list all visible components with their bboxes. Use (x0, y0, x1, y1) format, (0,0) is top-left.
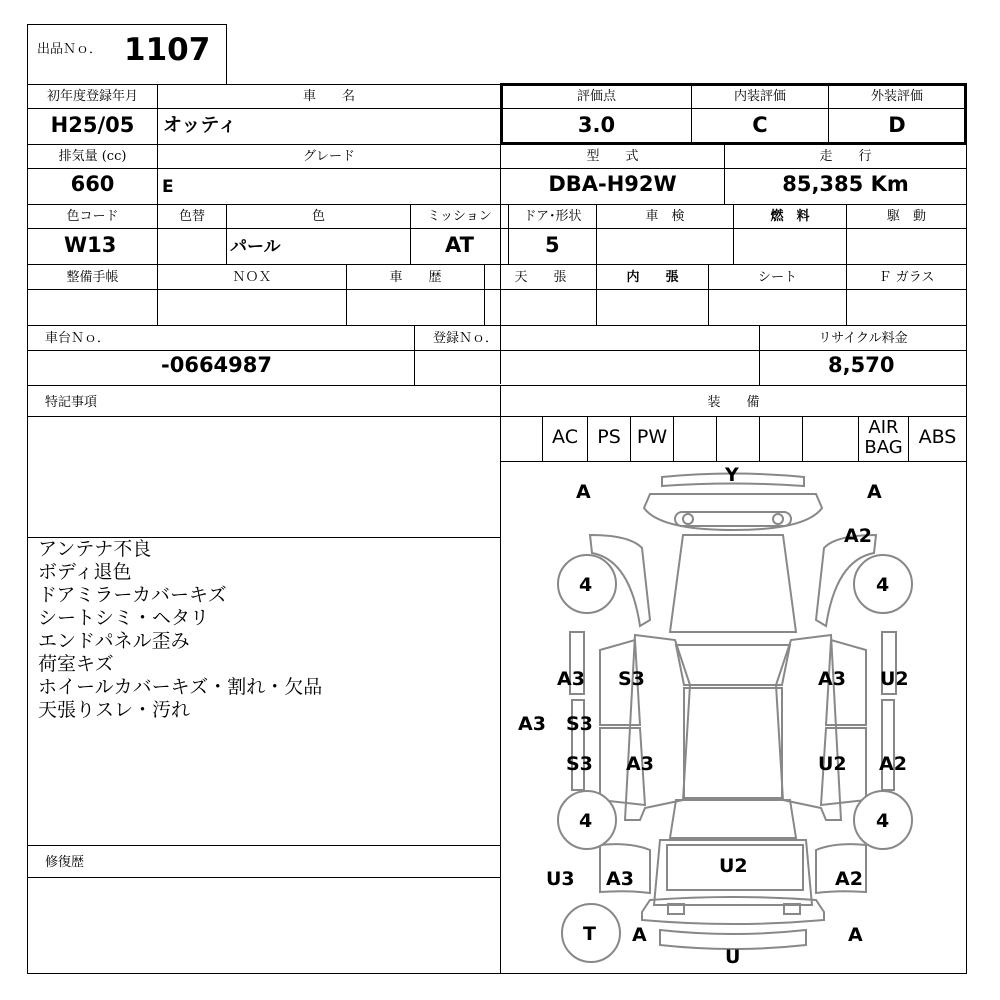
car-name-value: オッティ (163, 114, 237, 136)
mileage-label: 走 行 (819, 149, 872, 164)
interior-trim-label: 内 張 (626, 270, 679, 285)
displacement-label: 排気量 (cc) (58, 149, 127, 164)
mark-left-quarter: U3 (546, 868, 575, 890)
note-line: 荷室キズ (38, 653, 114, 675)
seat-label: シート (757, 270, 797, 285)
mark-front-bumper: Y (725, 464, 739, 486)
lot-label: 出品Ｎｏ． (37, 42, 103, 57)
first-reg-value: H25/05 (50, 113, 135, 137)
color-value: パール (230, 237, 281, 257)
drive-label: 駆 動 (886, 209, 926, 224)
grade-value: E (162, 177, 174, 197)
note-line: アンテナ不良 (38, 538, 152, 560)
exterior-value: D (888, 113, 906, 137)
mark-left-rear-wheel: 4 (579, 810, 593, 832)
score-value: 3.0 (577, 113, 616, 137)
mark-right-pillar: A3 (818, 668, 846, 690)
model-value: DBA-H92W (548, 172, 677, 196)
notes-label: 特記事項 (45, 395, 98, 410)
nox-label: ＮＯＸ (232, 270, 272, 285)
transmission-label: ミッション (427, 209, 492, 224)
equipment-ac: AC (552, 426, 578, 448)
mark-rear-left-corner: A (632, 924, 647, 946)
mark-right-front-fender: A2 (844, 525, 872, 547)
note-line: シートシミ・ヘタリ (38, 607, 210, 629)
car-name-label: 車 名 (302, 89, 355, 104)
note-line: エンドパネル歪み (38, 630, 190, 652)
recycle-value: 8,570 (828, 353, 895, 377)
mark-rear-bumper: U (725, 946, 741, 968)
mark-right-rear-wheel: 4 (876, 810, 890, 832)
mark-left-mirror: A3 (518, 713, 546, 735)
color-label: 色 (311, 209, 325, 224)
mark-left-door-mid: S3 (566, 713, 593, 735)
mileage-value: 85,385 Km (782, 172, 909, 196)
repair-label: 修復歴 (45, 855, 85, 870)
first-reg-label: 初年度登録年月 (46, 89, 138, 104)
history-label: 車 歴 (389, 270, 442, 285)
mark-left-front-wheel: 4 (579, 574, 593, 596)
mark-rear-right-corner: A (848, 924, 863, 946)
mark-right-quarter: A2 (835, 868, 863, 890)
lot-number: 1107 (124, 32, 211, 68)
equipment-label: 装 備 (707, 395, 760, 410)
door-label: ドア･形状 (523, 209, 582, 224)
grade-label: グレード (302, 149, 355, 164)
color-code-label: 色コード (66, 209, 119, 224)
equipment-pw: PW (636, 426, 668, 448)
color-code-value: W13 (64, 233, 117, 257)
interior-value: C (752, 113, 768, 137)
mark-front-right-corner: A (867, 481, 882, 503)
repaint-label: 色替 (178, 209, 205, 224)
recycle-label: リサイクル料金 (818, 331, 908, 346)
exterior-label: 外装評価 (870, 89, 923, 104)
fuel-label: 燃 料 (770, 209, 810, 224)
wheel-circles (558, 555, 912, 962)
mark-left-rear-pillar: A3 (626, 753, 654, 775)
inspection-label: 車 検 (645, 209, 685, 224)
mark-left-rear-door: S3 (566, 753, 593, 775)
mark-spare-tire: T (583, 923, 596, 945)
headliner-label: 天 張 (514, 270, 567, 285)
equipment-abs: ABS (918, 426, 957, 448)
chassis-label: 車台Ｎｏ． (45, 331, 111, 346)
note-line: 天張りスレ・汚れ (38, 699, 191, 721)
transmission-value: AT (445, 233, 474, 257)
registration-label: 登録Ｎｏ． (433, 331, 499, 346)
equipment-airbag: AIR BAG (864, 417, 903, 458)
score-label: 評価点 (576, 89, 616, 104)
chassis-value: -0664987 (161, 353, 272, 377)
mark-left-pillar: S3 (618, 668, 645, 690)
note-line: ドアミラーカバーキズ (38, 584, 227, 606)
note-line: ボディ退色 (38, 561, 132, 583)
note-line: ホイールカバーキズ・割れ・欠品 (38, 676, 323, 698)
mark-right-rear-pillar: U2 (818, 753, 847, 775)
mark-front-left-corner: A (576, 481, 591, 503)
mark-right-front-door: U2 (880, 668, 909, 690)
mark-left-front-door: A3 (557, 668, 585, 690)
mark-left-rear-panel: A3 (606, 868, 634, 890)
fglass-label: Ｆ ガラス (878, 270, 935, 285)
service-label: 整備手帳 (66, 270, 119, 285)
model-label: 型 式 (586, 149, 639, 164)
mark-right-front-wheel: 4 (876, 574, 890, 596)
door-value: 5 (545, 233, 560, 257)
mark-right-rear-door: A2 (879, 753, 907, 775)
equipment-ps: PS (597, 426, 621, 448)
mark-back-door: U2 (719, 855, 748, 877)
interior-label: 内装評価 (733, 89, 786, 104)
displacement-value: 660 (70, 172, 115, 196)
